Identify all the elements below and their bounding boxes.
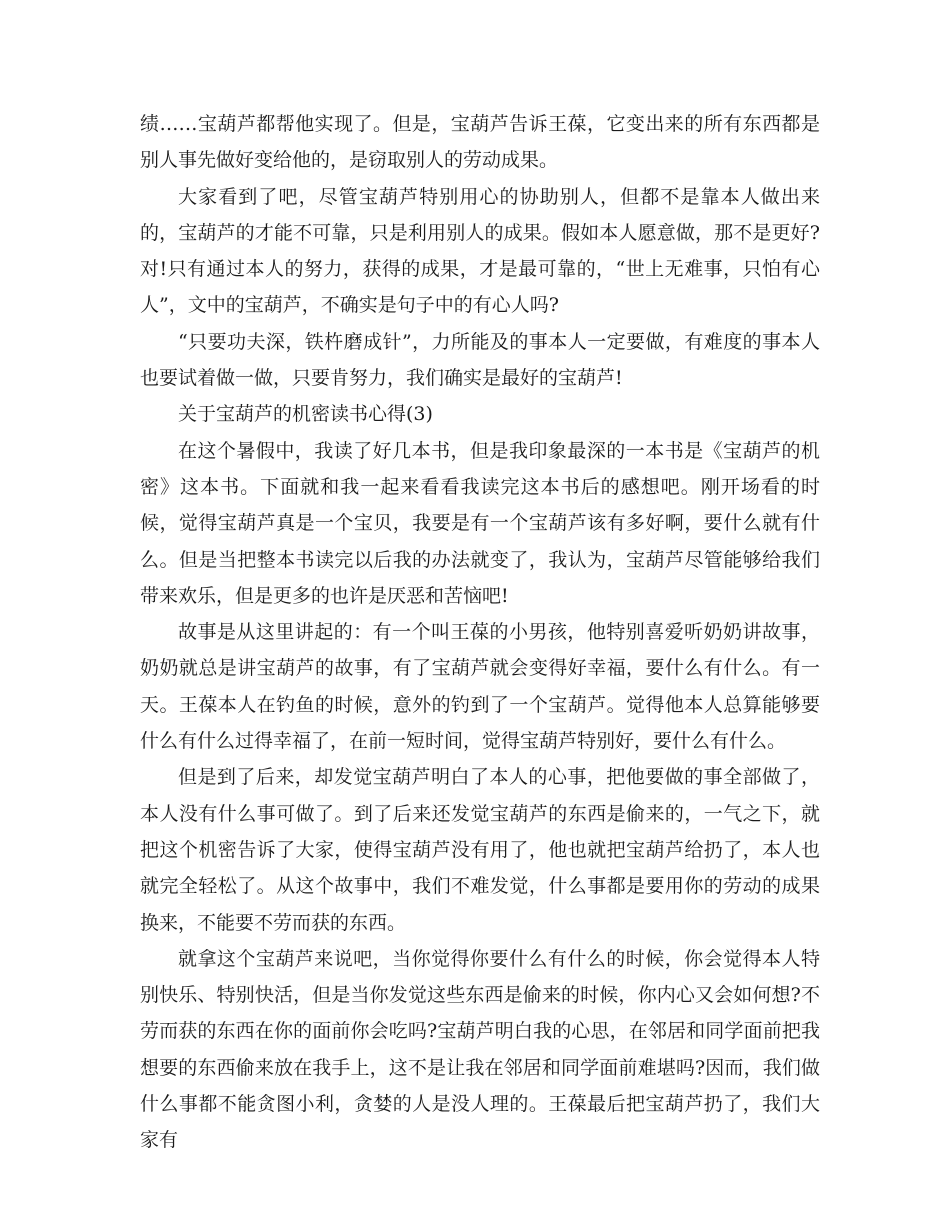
paragraph: “只要功夫深，铁杵磨成针”，力所能及的事本人一定要做，有难度的事本人也要试着做一做，只要肯努力，我们确实是最好的宝葫芦! <box>140 330 820 390</box>
paragraph: 但是到了后来，却发觉宝葫芦明白了本人的心事，把他要做的事全部做了，本人没有什么事可做了。到了后来还发觉宝葫芦的东西是偷来的，一气之下，就把这个机密告诉了大家，使得宝葫芦没有用了，他也就把宝葫芦给扔了，本人也就完全轻松了。从这个故事中，我们不难发觉，什么事都是要用你的劳动的成果换来，不能要不劳而获的东西。 <box>140 766 820 934</box>
document-body <box>140 106 820 1159</box>
paragraph: 故事是从这里讲起的：有一个叫王葆的小男孩，他特别喜爱听奶奶讲故事，奶奶就总是讲宝葫芦的故事，有了宝葫芦就会变得好幸福，要什么有什么。有一天。王葆本人在钓鱼的时候，意外的钓到了一个宝葫芦。觉得他本人总算能够要什么有什么过得幸福了，在前一短时间，觉得宝葫芦特别好，要什么有什么。 <box>140 621 820 753</box>
paragraph: 大家看到了吧，尽管宝葫芦特别用心的协助别人，但都不是靠本人做出来的，宝葫芦的才能不可靠，只是利用别人的成果。假如本人愿意做，那不是更好?对!只有通过本人的努力，获得的成果，才是最可靠的，“世上无难事，只怕有心人”，文中的宝葫芦，不确实是句子中的有心人吗? <box>140 185 820 317</box>
paragraph: 在这个暑假中，我读了好几本书，但是我印象最深的一本书是《宝葫芦的机密》这本书。下面就和我一起来看看我读完这本书后的感想吧。刚开场看的时候，觉得宝葫芦真是一个宝贝，我要是有一个宝葫芦该有多好啊，要什么就有什么。但是当把整本书读完以后我的办法就变了，我认为，宝葫芦尽管能够给我们带来欢乐，但是更多的也许是厌恶和苦恼吧! <box>140 439 820 607</box>
paragraph-continuation: 绩……宝葫芦都帮他实现了。但是，宝葫芦告诉王葆，它变出来的所有东西都是别人事先做好变给他的，是窃取别人的劳动成果。 <box>140 113 820 172</box>
paragraph: 就拿这个宝葫芦来说吧，当你觉得你要什么有什么的时候，你会觉得本人特别快乐、特别快活，但是当你发觉这些东西是偷来的时候，你内心又会如何想?不劳而获的东西在你的面前你会吃吗?宝葫芦明白我的心思，在邻居和同学面前把我想要的东西偷来放在我手上，这不是让我在邻居和同学面前难堪吗?因而，我们做什么事都不能贪图小利，贪婪的人是没人理的。王葆最后把宝葫芦扔了，我们大家有 <box>140 947 820 1152</box>
section-heading: 关于宝葫芦的机密读书心得(3) <box>178 403 433 426</box>
